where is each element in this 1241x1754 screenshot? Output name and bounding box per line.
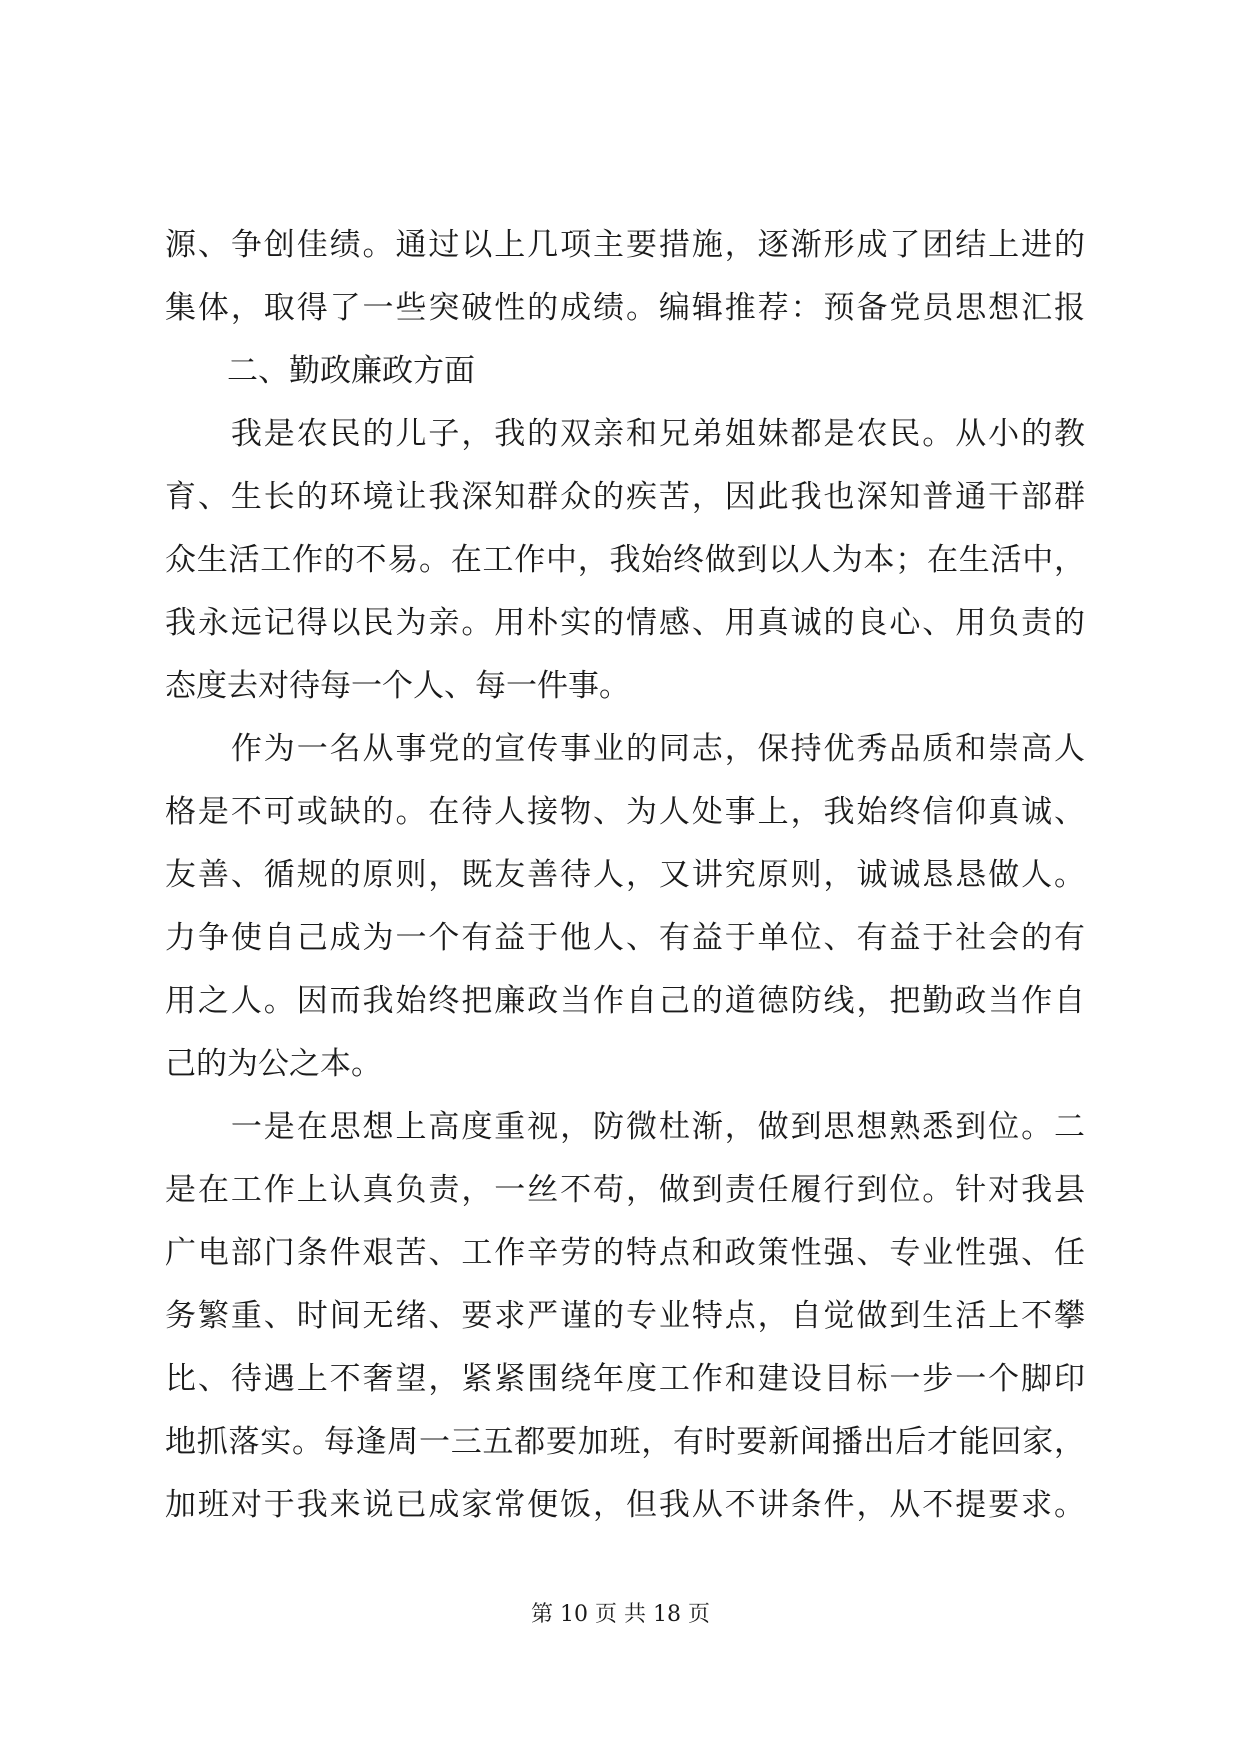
text-line: 我是农民的儿子，我的双亲和兄弟姐妹都是农民。从小的教 (165, 416, 1085, 452)
text-line: 态度去对待每一个人、每一件事。 (165, 668, 630, 704)
text-line: 一是在思想上高度重视，防微杜渐，做到思想熟悉到位。二 (165, 1109, 1085, 1145)
text-line: 是在工作上认真负责，一丝不苟，做到责任履行到位。针对我县 (165, 1172, 1085, 1208)
text-line: 力争使自己成为一个有益于他人、有益于单位、有益于社会的有 (165, 920, 1085, 956)
section-heading: 二、勤政廉政方面 (165, 353, 475, 389)
text-line: 用之人。因而我始终把廉政当作自己的道德防线，把勤政当作自 (165, 983, 1085, 1019)
text-line: 己的为公之本。 (165, 1046, 382, 1082)
text-line: 地抓落实。每逢周一三五都要加班，有时要新闻播出后才能回家， (165, 1424, 1085, 1460)
text-line: 比、待遇上不奢望，紧紧围绕年度工作和建设目标一步一个脚印 (165, 1361, 1085, 1397)
text-line: 友善、循规的原则，既友善待人，又讲究原则，诚诚恳恳做人。 (165, 857, 1085, 893)
text-line: 务繁重、时间无绪、要求严谨的专业特点，自觉做到生活上不攀 (165, 1298, 1085, 1334)
text-line: 广电部门条件艰苦、工作辛劳的特点和政策性强、专业性强、任 (165, 1235, 1085, 1271)
text-line: 众生活工作的不易。在工作中，我始终做到以人为本；在生活中， (165, 542, 1085, 578)
text-line: 集体，取得了一些突破性的成绩。编辑推荐：预备党员思想汇报 (165, 290, 1085, 326)
text-line: 我永远记得以民为亲。用朴实的情感、用真诚的良心、用负责的 (165, 605, 1085, 641)
text-line: 作为一名从事党的宣传事业的同志，保持优秀品质和崇高人 (165, 731, 1085, 767)
text-line: 育、生长的环境让我深知群众的疾苦，因此我也深知普通干部群 (165, 479, 1085, 515)
text-line: 源、争创佳绩。通过以上几项主要措施，逐渐形成了团结上进的 (165, 227, 1085, 263)
text-line: 加班对于我来说已成家常便饭，但我从不讲条件，从不提要求。 (165, 1487, 1085, 1523)
text-line: 格是不可或缺的。在待人接物、为人处事上，我始终信仰真诚、 (165, 794, 1085, 830)
page-footer: 第 10 页 共 18 页 (531, 1602, 710, 1627)
